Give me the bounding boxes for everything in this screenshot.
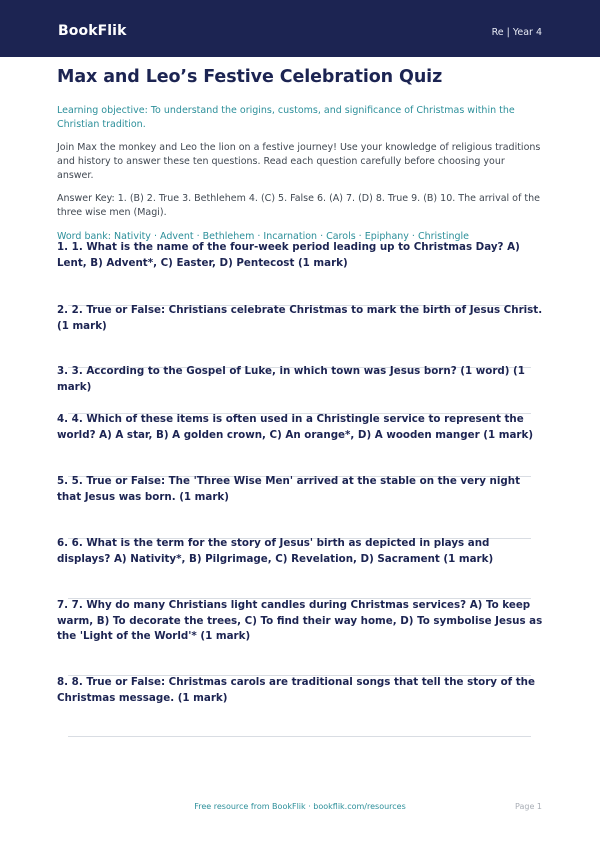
question-5: 5. 5. True or False: The 'Three Wise Men' arrived at the stable on the very night that Jesus was born. (1 mark) xyxy=(57,475,520,503)
word-bank: Word bank: Nativity · Advent · Bethlehem · Incarnation · Carols · Epiphany · Christingle xyxy=(57,231,470,242)
page-header xyxy=(0,0,600,57)
answer-key: Answer Key: 1. (B) 2. True 3. Bethlehem 4. (C) 5. False 6. (A) 7. (D) 8. True 9. (B) 10. The arrival of the three wise men (Magi). xyxy=(57,193,540,218)
question-7: 7. 7. Why do many Christians light candles during Christmas services? A) To keep warm, B) To decorate the trees, C) To find their way home, D) To symbolise Jesus as the 'Light of the World'* (1 mark) xyxy=(57,599,543,642)
question-3: 3. 3. According to the Gospel of Luke, in which town was Jesus born? (1 word) (1 mark) xyxy=(57,365,525,393)
question-6: 6. 6. What is the term for the story of Jesus' birth as depicted in plays and displays? A) Nativity*, B) Pilgrimage, C) Revelation, D) Sacrament (1 mark) xyxy=(57,537,494,565)
page-title: Max and Leo’s Festive Celebration Quiz xyxy=(57,67,443,87)
question-1: 1. 1. What is the name of the four-week period leading up to Christmas Day? A) Lent, B) Advent*, C) Easter, D) Pentecost (1 mark) xyxy=(57,241,520,269)
answer-line xyxy=(68,736,531,737)
page-number: Page 1 xyxy=(515,802,542,811)
intro-section xyxy=(57,67,543,244)
footer-credit[interactable]: Free resource from BookFlik · bookflik.com/resources xyxy=(194,802,406,811)
question-4: 4. 4. Which of these items is often used in a Christingle service to represent the world? A) A star, B) A golden crown, C) An orange*, D) A wooden manger (1 mark) xyxy=(57,413,534,441)
brand-logo[interactable]: BookFlik xyxy=(58,23,127,39)
learning-objective: Learning objective: To understand the origins, customs, and significance of Christmas within the Christian tradition. xyxy=(57,105,515,130)
intro-text: Join Max the monkey and Leo the lion on a festive journey! Use your knowledge of religious traditions and history to answer these ten questions. Read each question carefully before choosing your answer. xyxy=(57,142,541,181)
question-8: 8. 8. True or False: Christmas carols are traditional songs that tell the story of the Christmas message. (1 mark) xyxy=(57,676,535,704)
header-meta: Re | Year 4 xyxy=(491,27,542,38)
question-2: 2. 2. True or False: Christians celebrate Christmas to mark the birth of Jesus Christ. (1 mark) xyxy=(57,304,543,332)
